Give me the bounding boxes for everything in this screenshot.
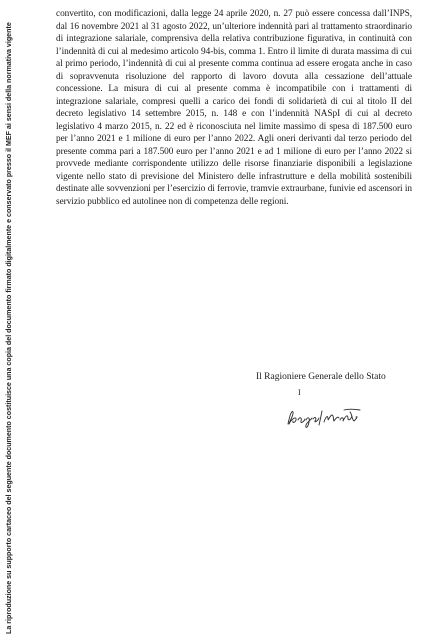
side-note-text: La riproduzione su supporto cartaceo del seguente documento costituisce una copia del documento firmato digitalmente e conservato presso il MEF ai sensi della normativa vigente <box>5 22 13 634</box>
signature-block <box>256 372 416 397</box>
handwritten-signature <box>284 406 364 430</box>
body-paragraph: convertito, con modificazioni, dalla legge 24 aprile 2020, n. 27 può essere concessa dall’INPS, dal 16 novembre 2021 al 31 agosto 2022, un’ulteriore indennità pari al trattamento straordinario di integrazione salariale, comprensiva della relativa contribuzione figurativa, in continuità con l’indennità di cui al medesimo articolo 94-bis, comma 1. Entro il limite di durata massima di cui al primo periodo, l’indennità di cui al presente comma continua ad essere erogata anche in caso di sopravvenuta risoluzione del rapporto di lavoro dovuta alla cessazione dell’attuale concessione. La misura di cui al presente comma è incompatibile con i trattamenti di integrazione salariale, compresi quelli a carico dei fondi di solidarietà di cui al titolo II del decreto legislativo 14 settembre 2015, n. 148 e con l’indennità NASpI di cui al decreto legislativo 4 marzo 2015, n. 22 ed è riconosciuta nel limite massimo di spesa di 187.500 euro per l’anno 2021 e 1 milione di euro per l’anno 2022. Agli oneri derivanti dal terzo periodo del presente comma pari a 187.500 euro per l’anno 2021 e ad 1 milione di euro per l’anno 2022 si provvede mediante corrispondente utilizzo delle risorse finanziarie disponibili a legislazione vigente nello stato di previsione del Ministero delle infrastrutture e della mobilità sostenibili destinate alle sovvenzioni per l’esercizio di ferrovie, tramvie extraurbane, funivie ed ascensori in servizio pubblico ed autolinee non di competenza delle regioni. <box>56 9 412 207</box>
side-note <box>3 14 17 634</box>
signer-mark: I <box>298 388 301 397</box>
document-body <box>56 8 412 208</box>
signer-title: Il Ragioniere Generale dello Stato <box>256 372 386 382</box>
